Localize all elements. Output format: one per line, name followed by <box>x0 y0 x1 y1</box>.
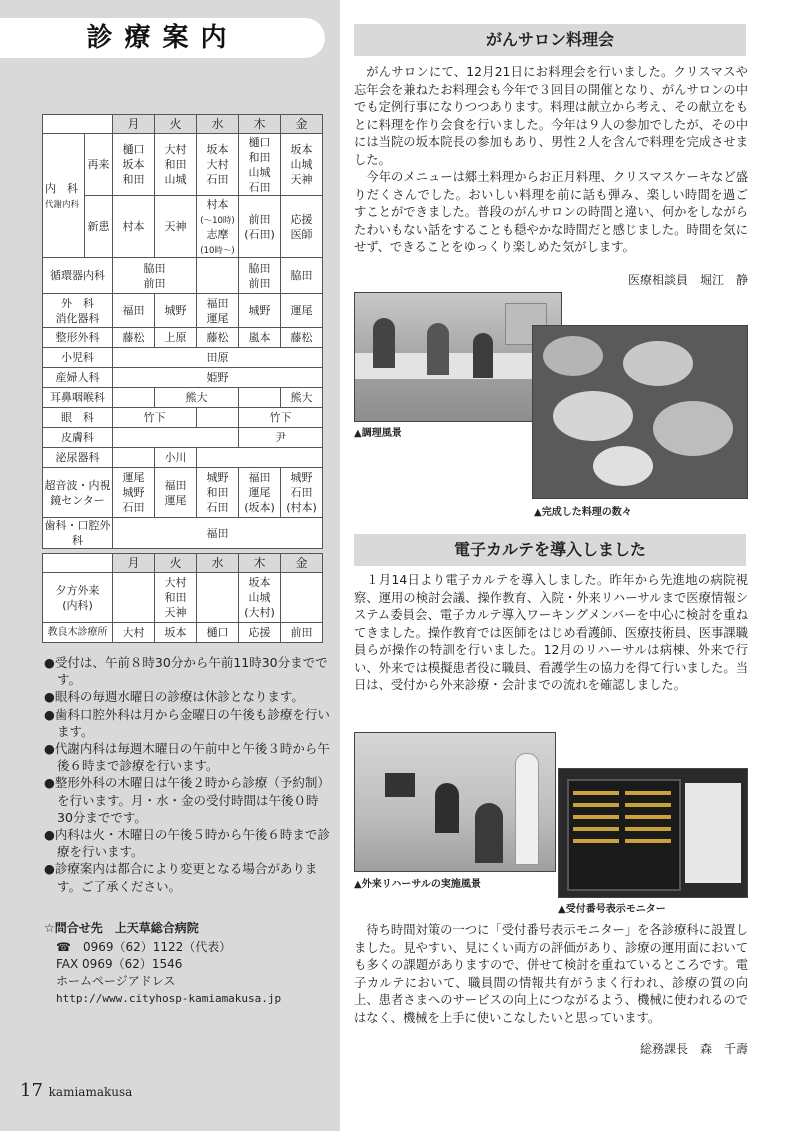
row-seikei: 整形外科 藤松 上原 藤松 嵐本 藤松 <box>43 328 323 348</box>
cooking-caption: ▲調理風景 <box>354 428 402 439</box>
contact-fax: FAX 0969（62）1546 <box>56 957 183 971</box>
row-kyoryo: 教良木診療所 大村 坂本 樋口 応援 前田 <box>43 623 323 643</box>
day-fri: 金 <box>281 115 323 134</box>
dept-junkanki: 循環器内科 <box>43 258 113 294</box>
evening-table <box>42 553 323 643</box>
row-sanfujin: 産婦人科 姫野 <box>43 368 323 388</box>
cooking-photo <box>354 292 562 422</box>
karte-paragraph: １月14日より電子カルテを導入しました。昨年から先進地の病院視察、運用の検討会議、操作教育、入院・外来リハーサルまで医療情報システム委員会、電子カルテ導入ワーキングメンバーを中心に検討を重ねてきました。操作教育では医師をはじめ看護師、医療技術員、医事課職員らが操作の特訓を行いました。12月のリハーサルは病棟、外来で行い、外来では模擬患者役に職員、看護学生の協力を得て行いました。当日は、受付から外来診療・会計までの流れを確認しました。 <box>354 573 748 692</box>
monitor-caption: ▲受付番号表示モニター <box>558 904 666 915</box>
karte-article-2 <box>354 922 748 1027</box>
row-jibi: 耳鼻咽喉科 熊大 熊大 <box>43 388 323 408</box>
note-item: ●受付は、午前８時30分から午前11時30分までです。 <box>44 655 328 688</box>
salon-paragraph: 今年のメニューは郷土料理からお正月料理、クリスマスケーキなど盛りだくさんでした。おいしい料理を前に話も弾み、楽しい時間を過ごすことができました。普段のがんサロンの時間と違い、何かをしながらたわいもない話をすることも穏やかな時間だと感じました。時間を気にせず、できることをゆっくり楽しめた気がします。 <box>354 170 748 254</box>
dept-choonpa: 超音波・内視 <box>44 478 111 492</box>
salon-paragraph: がんサロンにて、12月21日にお料理会を行いました。クリスマスや忘年会を兼ねたお料理会も今年で３回目の開催となり、がんサロンの中でも定例行事になりつつあります。料理は献立から考え、その献立をもとに料理を作り会食を行いました。今年は９人の参加でしたが、その中には当院の坂本院長の参加もあり、男性２人を含んで料理を完成させました。 <box>354 65 748 167</box>
notes-list <box>44 654 330 895</box>
salon-article <box>354 64 748 257</box>
dept-naika: 内 科 <box>45 181 78 195</box>
note-item: ●眼科の毎週水曜日の診療は休診となります。 <box>44 689 304 705</box>
dishes-photo <box>532 325 748 499</box>
note-item: ●代謝内科は毎週木曜日の午前中と午後３時から午後６時まで診療を行います。 <box>44 741 330 774</box>
day-tue: 火 <box>155 115 197 134</box>
header-row <box>43 115 323 134</box>
page-title: 診療案内 <box>86 23 239 53</box>
row-hifu: 皮膚科 尹 <box>43 428 323 448</box>
contact-heading: ☆問合せ先 上天草総合病院 <box>44 921 199 935</box>
karte-signature: 総務課長 森 千壽 <box>639 1042 748 1056</box>
karte-paragraph: 待ち時間対策の一つに「受付番号表示モニター」を各診療科に設置しました。見やすい、見にくい両方の評価があり、診療の運用面においても多くの課題がありますので、併せて検討を重ねているところです。電子カルテにおいて、職員間の情報共有がうまく行われ、診療の質の向上、患者さまへのサービスの向上につながるよう、機械に使われるのではなく、機械を上手に使いこなしたいと思っています。 <box>354 923 748 1025</box>
karte-header: 電子カルテを導入しました <box>354 534 746 566</box>
dept-sanfujin: 産婦人科 <box>43 368 113 388</box>
label-shinkan: 新患 <box>85 196 113 258</box>
note-item: ●歯科口腔外科は月から金曜日の午後も診療を行います。 <box>44 706 330 739</box>
contact-hp-label: ホームページアドレス <box>56 974 176 988</box>
evening-header-row: 月 火 水 木 金 <box>43 554 323 573</box>
dept-shika: 歯科・口腔外科 <box>44 519 111 547</box>
contact-url[interactable]: http://www.cityhosp-kamiamakusa.jp <box>56 992 282 1005</box>
dept-geka: 外 科 <box>61 296 94 310</box>
evening-label: 夕方外来 <box>55 583 100 597</box>
dept-hinyo: 泌尿器科 <box>43 448 113 468</box>
rehearsal-caption: ▲外来リハーサルの実施風景 <box>354 879 481 890</box>
row-naika-sairai: 内 科 代謝内科 再来 樋口 坂本 和田 大村 和田 山城 坂本 大村 石田 樋口 和田 山城 石田 坂本 山城 天神 <box>43 134 323 196</box>
salon-header: がんサロン料理会 <box>354 24 746 56</box>
row-naika-shinkan: 新患 村本 天神 村本 (～10時) 志摩 (10時～) 前田 (石田) 応援 医師 <box>43 196 323 258</box>
dishes-caption: ▲完成した料理の数々 <box>534 507 632 518</box>
note-item: ●診療案内は都合により変更となる場合があります。ご了承ください。 <box>44 861 318 894</box>
row-shika: 歯科・口腔外科 福田 <box>43 518 323 549</box>
page-number: 17 kamiamakusa <box>20 1080 133 1101</box>
row-junkanki: 循環器内科 脇田 前田 脇田 前田 脇田 <box>43 258 323 294</box>
day-thu: 木 <box>239 115 281 134</box>
dept-jibi: 耳鼻咽喉科 <box>43 388 113 408</box>
row-geka: 外 科 消化器科 福田 城野 福田 運尾 城野 運尾 <box>43 294 323 328</box>
monitor-photo <box>558 768 748 898</box>
contact-block <box>44 920 334 1007</box>
label-sairai: 再来 <box>85 134 113 196</box>
dept-shoni: 小児科 <box>43 348 113 368</box>
dept-hifu: 皮膚科 <box>43 428 113 448</box>
kyoryo-label: 教良木診療所 <box>43 623 113 643</box>
day-mon: 月 <box>113 115 155 134</box>
dept-seikei: 整形外科 <box>43 328 113 348</box>
dept-ganka: 眼 科 <box>43 408 113 428</box>
karte-article <box>354 572 748 695</box>
row-hinyo: 泌尿器科 小川 <box>43 448 323 468</box>
salon-signature: 医療相談員 堀江 静 <box>627 273 748 287</box>
note-item: ●内科は火・木曜日の午後５時から午後６時まで診療を行います。 <box>44 827 330 860</box>
rehearsal-photo <box>354 732 556 872</box>
dept-taisha: 代謝内科 <box>45 199 80 210</box>
row-evening: 夕方外来 (内科) 大村 和田 天神 坂本 山城 (大村) <box>43 573 323 623</box>
contact-tel: ☎ 0969（62）1122（代表） <box>56 940 232 954</box>
schedule-table <box>42 114 323 549</box>
row-shoni: 小児科 田原 <box>43 348 323 368</box>
page-site: kamiamakusa <box>48 1085 133 1099</box>
note-item: ●整形外科の木曜日は午後２時から診療（予約制）を行います。月・水・金の受付時間は午後０時30分までです。 <box>44 775 330 825</box>
row-ganka: 眼 科 竹下 竹下 <box>43 408 323 428</box>
day-wed: 水 <box>197 115 239 134</box>
row-choonpa: 超音波・内視 鏡センター 運尾 城野 石田 福田 運尾 城野 和田 石田 福田 運尾 (坂本) 城野 石田 (村本) <box>43 468 323 518</box>
